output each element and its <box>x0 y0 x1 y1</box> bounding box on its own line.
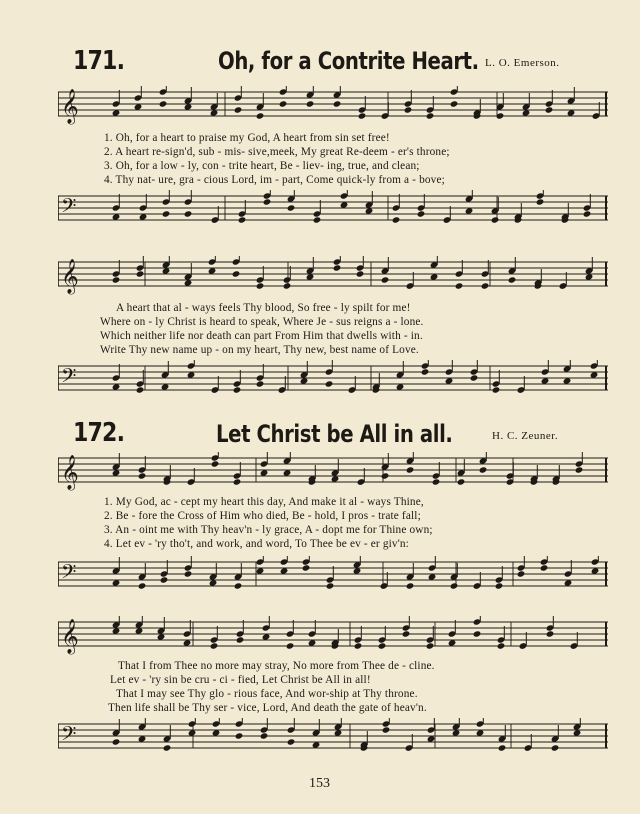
treble-staff <box>58 256 610 300</box>
note-head <box>498 744 507 751</box>
bass-staff <box>58 718 610 762</box>
lyric-line: Which neither life nor death can part From Him that dwells with - in. <box>100 330 423 342</box>
note-head <box>382 726 391 733</box>
note-head <box>260 732 269 739</box>
lyric-line: 1. Oh, for a heart to praise my God, A heart from sin set free! <box>104 132 390 144</box>
note-head <box>234 106 243 113</box>
note-head <box>287 738 296 745</box>
lyric-line: 2. A heart re-sign'd, sub - mis- sive,meek, My great Re-deem - er's throne; <box>104 146 450 158</box>
note-head <box>333 264 342 271</box>
note-head <box>163 744 172 751</box>
note-head <box>302 564 311 571</box>
note-head <box>136 386 145 393</box>
hymn-number: 172. <box>73 418 125 448</box>
note-head <box>210 642 219 649</box>
note-head <box>450 100 459 107</box>
svg-text:𝄢: 𝄢 <box>61 560 77 588</box>
treble-staff <box>58 452 610 496</box>
note-head <box>575 466 584 473</box>
note-head <box>238 216 247 223</box>
note-head <box>325 380 334 387</box>
note-head <box>306 100 315 107</box>
note-head <box>326 582 335 589</box>
note-head <box>283 282 292 289</box>
note-head <box>263 198 272 205</box>
lyric-line: That I from Thee no more may stray, No more from Thee de - cline. <box>118 660 435 672</box>
svg-text:𝄞: 𝄞 <box>61 89 79 124</box>
note-head <box>540 564 549 571</box>
lyric-line: Let ev - 'ry sin be cru - ci - fied, Let Christ be All in all! <box>110 674 371 686</box>
note-head <box>545 106 554 113</box>
note-head <box>232 270 241 277</box>
note-head <box>381 472 390 479</box>
lyric-line: 3. Oh, for a low - ly, con - trite heart, Be - liev- ing, true, and clean; <box>104 160 420 172</box>
note-head <box>406 582 415 589</box>
lyric-line: 3. An - oint me with Thy heav'n - ly grace, A - dopt me for Thine own; <box>104 524 433 536</box>
note-head <box>211 460 220 467</box>
note-head <box>421 368 430 375</box>
note-head <box>406 466 415 473</box>
note-head <box>481 282 490 289</box>
note-head <box>112 276 121 283</box>
note-head <box>233 386 242 393</box>
hymn-title: Let Christ be All in all. <box>216 420 453 448</box>
note-head <box>491 216 500 223</box>
note-head <box>470 374 479 381</box>
lyric-line: Write Thy new name up - on my heart, Thy new, best name of Love. <box>100 344 419 356</box>
note-head <box>417 210 426 217</box>
svg-text:𝄞: 𝄞 <box>61 455 79 490</box>
note-head <box>381 276 390 283</box>
note-head <box>234 582 243 589</box>
svg-text:𝄞: 𝄞 <box>61 259 79 294</box>
lyric-line: 4. Thy nat- ure, gra - cious Lord, im - part, Come quick-ly from a - bove; <box>104 174 445 186</box>
lyric-line: 2. Be - fore the Cross of Him who died, Be - hold, I pros - trate fall; <box>104 510 421 522</box>
note-head <box>378 642 387 649</box>
note-head <box>402 630 411 637</box>
note-head <box>546 630 555 637</box>
treble-staff <box>58 86 610 130</box>
note-head <box>233 478 242 485</box>
note-head <box>536 198 545 205</box>
bass-staff <box>58 190 610 234</box>
note-head <box>404 106 413 113</box>
lyric-line: 1. My God, ac - cept my heart this day, And make it al - ways Thine, <box>104 496 424 508</box>
page-number: 153 <box>309 776 330 791</box>
composer-name: H. C. Zeuner. <box>492 430 559 442</box>
note-head <box>333 100 342 107</box>
svg-text:𝄢: 𝄢 <box>61 364 77 392</box>
hymn-title: Oh, for a Contrite Heart. <box>218 47 479 75</box>
note-head <box>279 100 288 107</box>
note-head <box>354 642 363 649</box>
note-head <box>508 276 517 283</box>
note-head <box>236 636 245 643</box>
note-head <box>313 216 322 223</box>
note-head <box>432 478 441 485</box>
note-head <box>159 100 168 107</box>
svg-text:𝄢: 𝄢 <box>61 194 77 222</box>
note-head <box>138 472 147 479</box>
note-head <box>583 210 592 217</box>
note-head <box>495 582 504 589</box>
hymn-number: 171. <box>73 46 125 76</box>
note-head <box>492 386 501 393</box>
bass-staff <box>58 556 610 600</box>
note-head <box>112 738 121 745</box>
lyric-line: 4. Let ev - 'ry tho't, and work, and word, To Thee be ev - er giv'n: <box>104 538 409 550</box>
note-head <box>162 210 171 217</box>
svg-text:𝄞: 𝄞 <box>61 619 79 654</box>
note-head <box>392 216 401 223</box>
note-head <box>358 112 367 119</box>
note-head <box>517 570 526 577</box>
note-head <box>457 478 466 485</box>
note-head <box>450 582 459 589</box>
note-head <box>256 112 265 119</box>
svg-text:𝄢: 𝄢 <box>61 722 77 750</box>
note-head <box>160 576 169 583</box>
note-head <box>256 380 265 387</box>
lyric-line: A heart that al - ways feels Thy blood, So free - ly spilt for me! <box>116 302 411 314</box>
note-head <box>473 630 482 637</box>
lyric-line: Where on - ly Christ is heard to speak, Where Je - sus reigns a - lone. <box>100 316 424 328</box>
note-head <box>286 642 295 649</box>
note-head <box>138 582 147 589</box>
note-head <box>551 744 560 751</box>
lyric-line: That I may see Thy glo - rious face, And wor-ship at Thy throne. <box>116 688 418 700</box>
note-head <box>136 270 145 277</box>
note-head <box>235 732 244 739</box>
treble-staff <box>58 616 610 660</box>
note-head <box>256 282 265 289</box>
note-head <box>184 210 193 217</box>
note-head <box>426 642 435 649</box>
note-head <box>455 282 464 289</box>
bass-staff <box>58 360 610 404</box>
note-head <box>356 270 365 277</box>
note-head <box>287 204 296 211</box>
note-head <box>426 112 435 119</box>
lyric-line: Then life shall be Thy ser - vice, Lord, And death the gate of heav'n. <box>108 702 427 714</box>
composer-name: L. O. Emerson. <box>485 57 560 69</box>
note-head <box>184 570 193 577</box>
note-head <box>497 642 506 649</box>
note-head <box>479 466 488 473</box>
